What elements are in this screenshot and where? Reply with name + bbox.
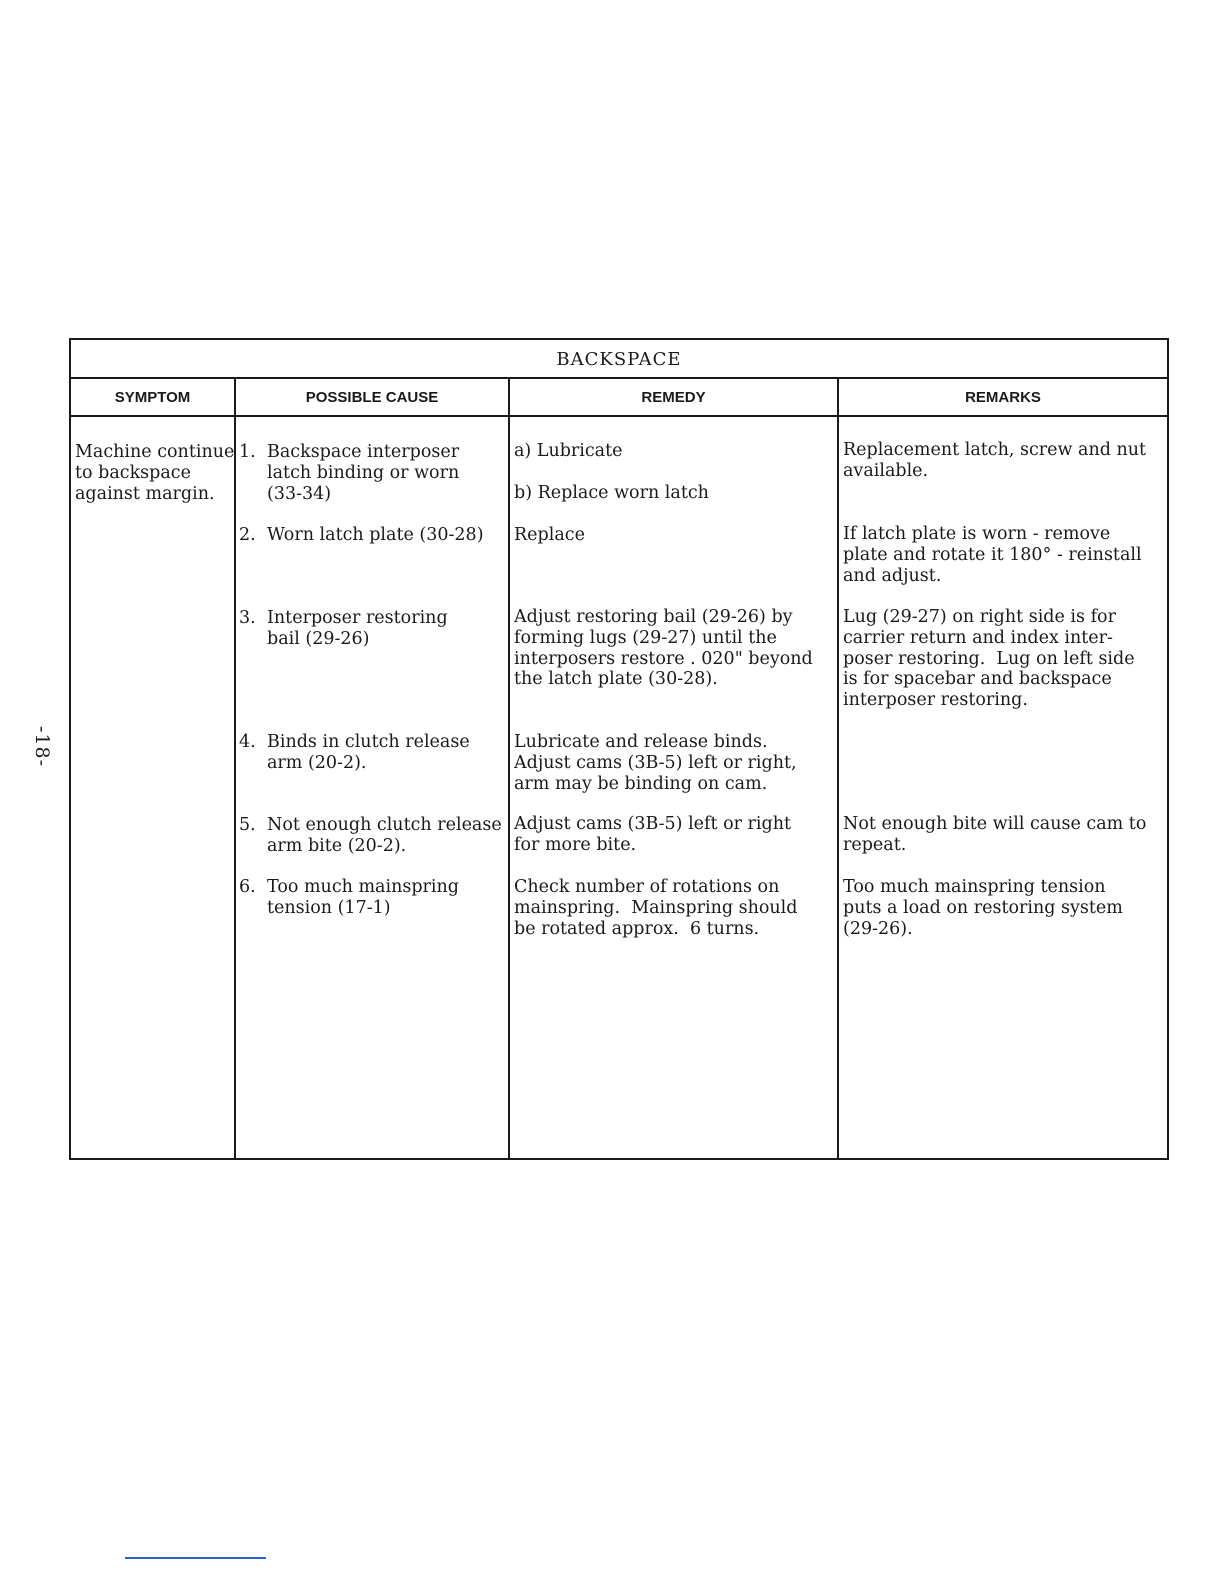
remedy-text: Replace bbox=[514, 525, 585, 545]
column-divider bbox=[508, 379, 510, 1158]
header-symptom: SYMPTOM bbox=[114, 389, 191, 406]
cause-item bbox=[239, 442, 460, 525]
cause-number: 6. bbox=[239, 877, 256, 897]
cause-text: Worn latch plate (30-28) bbox=[267, 525, 484, 545]
remedy-text: Lubricate and release binds. Adjust cams (3B-5) left or right, arm may be binding on cam. bbox=[514, 732, 797, 794]
cause-text: Too much mainspring tension (17-1) bbox=[267, 877, 459, 918]
header-remedy: REMEDY bbox=[641, 389, 706, 406]
remedy-text: Adjust restoring bail (29-26) by forming lugs (29-27) until the interposers restore . 020" beyond the latch plate (30-28). bbox=[514, 607, 813, 690]
remarks-text: Too much mainspring tension puts a load on restoring system (29-26). bbox=[843, 877, 1123, 939]
cause-item bbox=[239, 877, 459, 960]
remarks-text: Not enough bite will cause cam to repeat. bbox=[843, 814, 1147, 855]
remedy-text: a) Lubricate b) Replace worn latch bbox=[514, 441, 709, 503]
header-possible-cause: POSSIBLE CAUSE bbox=[305, 389, 439, 406]
cause-number: 5. bbox=[239, 815, 256, 835]
symptom-text: Machine continue to backspace against margin. bbox=[75, 442, 235, 504]
cause-text: Backspace interposer latch binding or worn (33-34) bbox=[267, 442, 460, 504]
table-title: BACKSPACE bbox=[71, 340, 1167, 379]
cause-text: Binds in clutch release arm (20-2). bbox=[267, 732, 470, 773]
cause-number: 1. bbox=[239, 442, 256, 462]
remarks-text: If latch plate is worn - remove plate and rotate it 180° - reinstall and adjust. bbox=[843, 524, 1142, 586]
remarks-text: Replacement latch, screw and nut available. bbox=[843, 440, 1147, 481]
cause-number: 2. bbox=[239, 525, 256, 545]
remedy-text: Adjust cams (3B-5) left or right for more bite. bbox=[514, 814, 792, 855]
footer-rule bbox=[125, 1557, 266, 1559]
cause-text: Interposer restoring bail (29-26) bbox=[267, 608, 448, 649]
cause-item bbox=[239, 608, 448, 691]
cause-item bbox=[239, 525, 484, 608]
cause-number: 4. bbox=[239, 732, 256, 752]
remarks-text: Lug (29-27) on right side is for carrier return and index inter- poser restoring. Lug on left side is for spacebar and backspace interposer restoring. bbox=[843, 607, 1135, 711]
column-divider bbox=[837, 379, 839, 1158]
cause-number: 3. bbox=[239, 608, 256, 628]
remedy-text: Check number of rotations on mainspring. Mainspring should be rotated approx. 6 turns. bbox=[514, 877, 798, 939]
page-number: -18- bbox=[31, 726, 53, 768]
troubleshooting-table bbox=[69, 338, 1169, 1160]
header-remarks: REMARKS bbox=[965, 389, 1041, 406]
cause-text: Not enough clutch release arm bite (20-2). bbox=[267, 815, 502, 856]
cause-item bbox=[239, 732, 470, 815]
